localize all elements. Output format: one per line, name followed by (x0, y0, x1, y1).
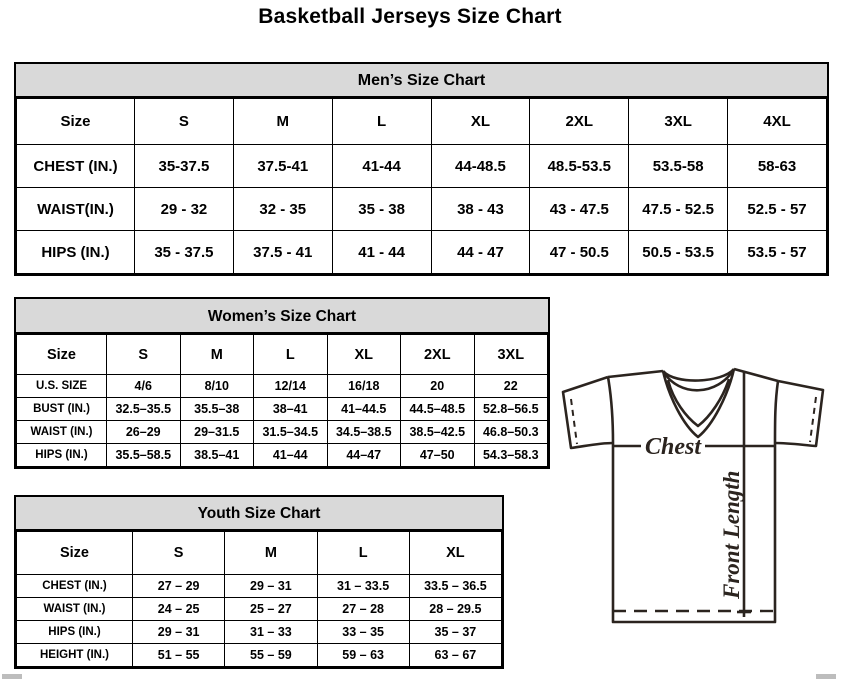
size-value-cell: 32 - 35 (233, 188, 332, 231)
right-shoulder-line (734, 369, 778, 381)
column-header: L (332, 99, 431, 145)
table-row (17, 145, 827, 188)
size-value-cell: 35 - 38 (332, 188, 431, 231)
size-value-cell: 35 - 37.5 (135, 231, 234, 274)
row-label: CHEST (IN.) (17, 145, 135, 188)
column-header: 4XL (728, 99, 827, 145)
right-cuff-dashed-line (810, 397, 816, 442)
row-label: CHEST (IN.) (17, 575, 133, 598)
table-row (17, 421, 548, 444)
size-value-cell: 35 – 37 (409, 621, 501, 644)
size-value-cell: 59 – 63 (317, 644, 409, 667)
row-label: WAIST (IN.) (17, 598, 133, 621)
table-title: Men’s Size Chart (16, 64, 827, 98)
column-header-row (17, 335, 548, 375)
youth-size-chart-table (14, 495, 504, 669)
size-value-cell: 46.8–50.3 (474, 421, 548, 444)
left-sleeve (563, 377, 613, 448)
size-value-cell: 22 (474, 375, 548, 398)
size-value-cell: 53.5-58 (629, 145, 728, 188)
table-row (17, 598, 502, 621)
column-header: S (107, 335, 181, 375)
size-value-cell: 44 - 47 (431, 231, 530, 274)
size-grid (16, 98, 827, 274)
size-value-cell: 50.5 - 53.5 (629, 231, 728, 274)
size-value-cell: 16/18 (327, 375, 401, 398)
column-header: S (135, 99, 234, 145)
column-header: XL (431, 99, 530, 145)
size-value-cell: 12/14 (254, 375, 328, 398)
size-value-cell: 47.5 - 52.5 (629, 188, 728, 231)
table-row (17, 375, 548, 398)
size-value-cell: 25 – 27 (225, 598, 317, 621)
size-value-cell: 31 – 33.5 (317, 575, 409, 598)
column-header: L (254, 335, 328, 375)
jersey-body (613, 443, 775, 622)
size-value-cell: 28 – 29.5 (409, 598, 501, 621)
size-value-cell: 51 – 55 (133, 644, 225, 667)
column-header: L (317, 532, 409, 575)
size-value-cell: 33 – 35 (317, 621, 409, 644)
size-value-cell: 24 – 25 (133, 598, 225, 621)
column-header: 2XL (401, 335, 475, 375)
left-cuff-dashed-line (571, 399, 577, 444)
right-sleeve (775, 381, 823, 446)
mens-size-chart-table (14, 62, 829, 276)
size-value-cell: 55 – 59 (225, 644, 317, 667)
size-value-cell: 29 – 31 (133, 621, 225, 644)
size-value-cell: 44.5–48.5 (401, 398, 475, 421)
size-value-cell: 4/6 (107, 375, 181, 398)
row-label: WAIST (IN.) (17, 421, 107, 444)
size-value-cell: 8/10 (180, 375, 254, 398)
left-armhole-seam (608, 377, 613, 443)
row-label: WAIST(IN.) (17, 188, 135, 231)
size-value-cell: 44-48.5 (431, 145, 530, 188)
table-title: Youth Size Chart (16, 497, 502, 531)
size-value-cell: 63 – 67 (409, 644, 501, 667)
right-armhole-seam (775, 381, 778, 443)
size-value-cell: 29 – 31 (225, 575, 317, 598)
page-title: Basketball Jerseys Size Chart (258, 5, 562, 28)
row-label: U.S. SIZE (17, 375, 107, 398)
column-header: Size (17, 532, 133, 575)
column-header-row (17, 532, 502, 575)
table-row (17, 644, 502, 667)
left-shoulder-line (608, 371, 663, 377)
column-header: M (180, 335, 254, 375)
size-value-cell: 52.8–56.5 (474, 398, 548, 421)
size-value-cell: 31.5–34.5 (254, 421, 328, 444)
jersey-measurement-diagram (551, 355, 843, 640)
column-header: M (225, 532, 317, 575)
size-value-cell: 31 – 33 (225, 621, 317, 644)
womens-size-chart-table (14, 297, 550, 469)
row-label: BUST (IN.) (17, 398, 107, 421)
chest-label: Chest (644, 434, 702, 460)
column-header: XL (409, 532, 501, 575)
size-value-cell: 41–44 (254, 444, 328, 467)
scrollbar-fragment-left (2, 674, 22, 679)
collar-back-arc-1 (663, 369, 734, 381)
row-label: HIPS (IN.) (17, 444, 107, 467)
size-value-cell: 35-37.5 (135, 145, 234, 188)
table-title: Women’s Size Chart (16, 299, 548, 334)
size-value-cell: 35.5–38 (180, 398, 254, 421)
table-row (17, 444, 548, 467)
size-value-cell: 41 - 44 (332, 231, 431, 274)
row-label: HEIGHT (IN.) (17, 644, 133, 667)
size-grid (16, 531, 502, 667)
scrollbar-fragment-right (816, 674, 836, 679)
size-grid (16, 334, 548, 467)
table-row (17, 398, 548, 421)
size-value-cell: 47 - 50.5 (530, 231, 629, 274)
size-value-cell: 54.3–58.3 (474, 444, 548, 467)
size-value-cell: 29 - 32 (135, 188, 234, 231)
table-row (17, 575, 502, 598)
size-value-cell: 27 – 28 (317, 598, 409, 621)
size-value-cell: 38–41 (254, 398, 328, 421)
size-value-cell: 52.5 - 57 (728, 188, 827, 231)
column-header: S (133, 532, 225, 575)
size-value-cell: 26–29 (107, 421, 181, 444)
column-header: M (233, 99, 332, 145)
front-length-label: Front Length (719, 470, 744, 599)
size-value-cell: 32.5–35.5 (107, 398, 181, 421)
row-label: HIPS (IN.) (17, 621, 133, 644)
size-value-cell: 38.5–42.5 (401, 421, 475, 444)
table-row (17, 621, 502, 644)
size-value-cell: 38 - 43 (431, 188, 530, 231)
size-value-cell: 41–44.5 (327, 398, 401, 421)
size-value-cell: 33.5 – 36.5 (409, 575, 501, 598)
size-value-cell: 58-63 (728, 145, 827, 188)
jersey-outline-drawing (551, 355, 843, 640)
size-value-cell: 47–50 (401, 444, 475, 467)
column-header-row (17, 99, 827, 145)
size-value-cell: 35.5–58.5 (107, 444, 181, 467)
column-header: Size (17, 335, 107, 375)
size-value-cell: 38.5–41 (180, 444, 254, 467)
size-value-cell: 43 - 47.5 (530, 188, 629, 231)
column-header: XL (327, 335, 401, 375)
size-value-cell: 53.5 - 57 (728, 231, 827, 274)
column-header: Size (17, 99, 135, 145)
size-value-cell: 20 (401, 375, 475, 398)
table-row (17, 231, 827, 274)
size-value-cell: 34.5–38.5 (327, 421, 401, 444)
size-value-cell: 29–31.5 (180, 421, 254, 444)
row-label: HIPS (IN.) (17, 231, 135, 274)
column-header: 3XL (629, 99, 728, 145)
column-header: 3XL (474, 335, 548, 375)
column-header: 2XL (530, 99, 629, 145)
size-value-cell: 37.5-41 (233, 145, 332, 188)
size-value-cell: 41-44 (332, 145, 431, 188)
size-value-cell: 48.5-53.5 (530, 145, 629, 188)
table-row (17, 188, 827, 231)
size-value-cell: 37.5 - 41 (233, 231, 332, 274)
size-value-cell: 44–47 (327, 444, 401, 467)
size-value-cell: 27 – 29 (133, 575, 225, 598)
